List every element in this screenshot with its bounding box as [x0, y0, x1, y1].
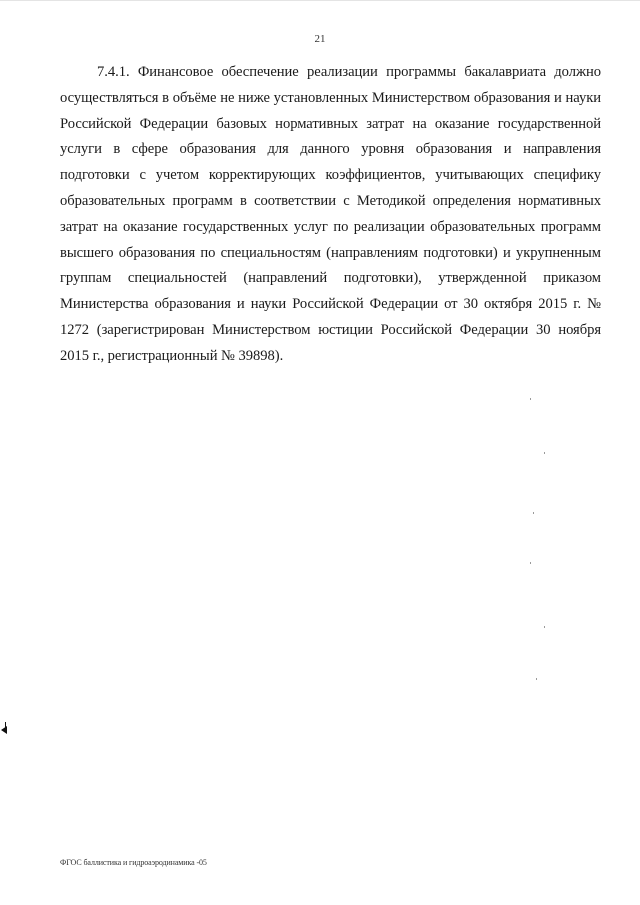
scan-speck	[536, 678, 537, 680]
scan-speck	[533, 512, 534, 514]
scan-speck	[530, 562, 531, 564]
page-number: 21	[314, 33, 326, 45]
scan-speck	[544, 452, 545, 454]
margin-arrow-mark	[1, 726, 7, 734]
scan-speck	[544, 626, 545, 628]
scan-speck	[530, 398, 531, 400]
footer-standard-name: ФГОС баллистика и гидроаэродинамика -05	[60, 858, 207, 867]
scan-edge	[0, 0, 640, 1]
section-7-4-1-paragraph: 7.4.1. Финансовое обеспечение реализации программы бакалавриата должно осуществляться в объёме не ниже установленных Министерством образования и науки Российской Федерации базовых нормативных затрат на оказание государственной услуги в сфере образования для данного уровня образования и направления подготовки с учетом корректирующих коэффициентов, учитывающих специфику образовательных программ в соответствии с Методикой определения нормативных затрат на оказание государственных услуг по реализации образовательных программ высшего образования по специальностям (направлениям подготовки) и укрупненным группам специальностей (направлений подготовки), утвержденной приказом Министерства образования и науки Российской Федерации от 30 октября 2015 г. № 1272 (зарегистрирован Министерством юстиции Российской Федерации 30 ноября 2015 г., регистрационный № 39898).	[60, 64, 601, 364]
